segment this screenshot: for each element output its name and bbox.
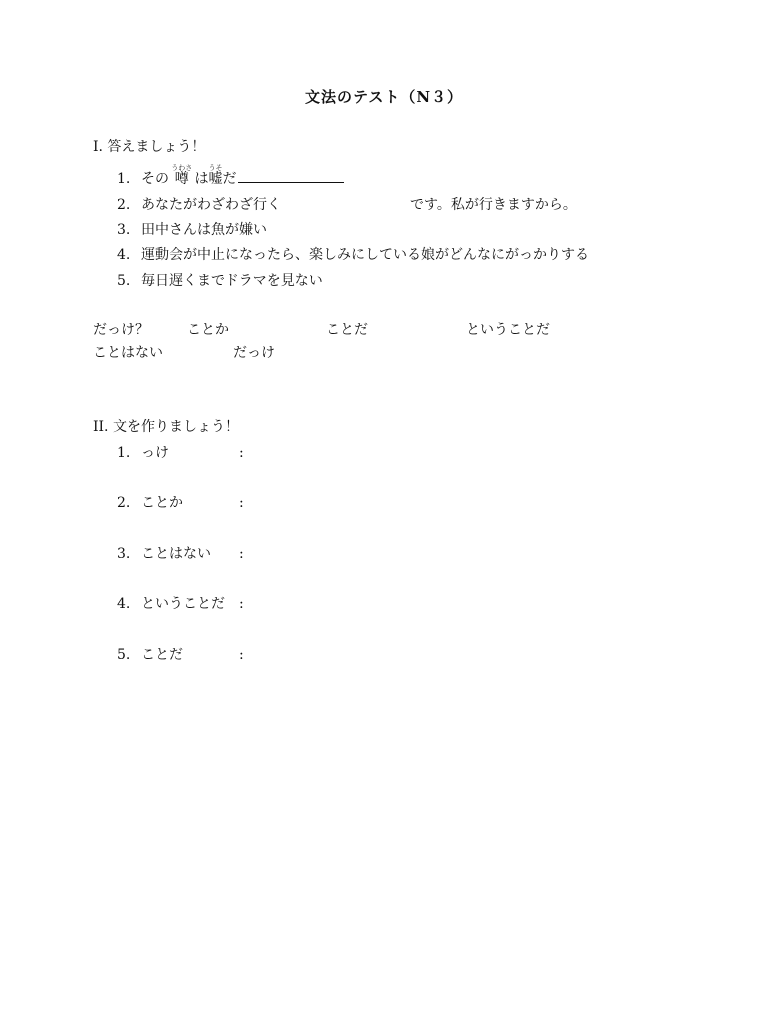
item-number: 4.	[117, 596, 131, 612]
colon: :	[239, 647, 244, 663]
option-kotohanai: ことはない	[93, 345, 163, 361]
ruby-word: 嘘うそ	[208, 164, 223, 187]
sentence-item-4	[117, 593, 244, 613]
option-dakke-q: だっけ？	[93, 322, 149, 338]
question-text: その	[141, 171, 169, 187]
grammar-word: っけ	[141, 445, 169, 461]
question-text: は	[194, 171, 209, 187]
item-number: 2.	[117, 495, 131, 511]
question-number: 1.	[117, 171, 131, 187]
sentence-item-1	[117, 442, 244, 462]
question-text: あなたがわざわざ行く	[141, 197, 281, 213]
question-2	[117, 194, 281, 214]
sentence-item-5	[117, 644, 244, 664]
question-1	[117, 164, 344, 188]
colon: :	[239, 546, 244, 562]
ruby-word: 噂うわさ	[171, 164, 193, 187]
question-text: 運動会が中止になったら、楽しみにしている娘がどんなにがっかりする	[141, 247, 589, 263]
grammar-word: ことはない	[141, 546, 211, 562]
question-3	[117, 219, 267, 239]
page-title: 文法のテスト（N３）	[304, 88, 464, 106]
question-number: 5.	[117, 273, 131, 289]
grammar-word: ということだ	[141, 596, 225, 612]
question-text: 田中さんは魚が嫌い	[141, 222, 267, 238]
sentence-item-3	[117, 543, 244, 563]
section-1-heading: I. 答えましょう！	[93, 139, 206, 155]
option-dakke: だっけ	[233, 345, 275, 361]
question-5	[117, 270, 323, 290]
grammar-word: ことか	[141, 495, 183, 511]
grammar-word: ことだ	[141, 647, 183, 663]
question-number: 3.	[117, 222, 131, 238]
item-number: 3.	[117, 546, 131, 562]
question-text: だ	[222, 171, 237, 187]
colon: :	[239, 445, 244, 461]
sentence-item-2	[117, 492, 244, 512]
question-text: 毎日遅くまでドラマを見ない	[141, 273, 323, 289]
option-kotoka: ことか	[187, 322, 229, 338]
option-kotoda: ことだ	[326, 322, 368, 338]
item-number: 5.	[117, 647, 131, 663]
option-toiukotoda: ということだ	[466, 322, 550, 338]
colon: :	[239, 495, 244, 511]
section-2-heading: II. 文を作りましょう！	[93, 419, 239, 435]
question-4	[117, 244, 589, 264]
question-number: 4.	[117, 247, 131, 263]
item-number: 1.	[117, 445, 131, 461]
answer-blank[interactable]	[238, 168, 344, 183]
question-2-continuation: です。私が行きますから。	[410, 197, 577, 213]
question-number: 2.	[117, 197, 131, 213]
colon: :	[239, 596, 244, 612]
